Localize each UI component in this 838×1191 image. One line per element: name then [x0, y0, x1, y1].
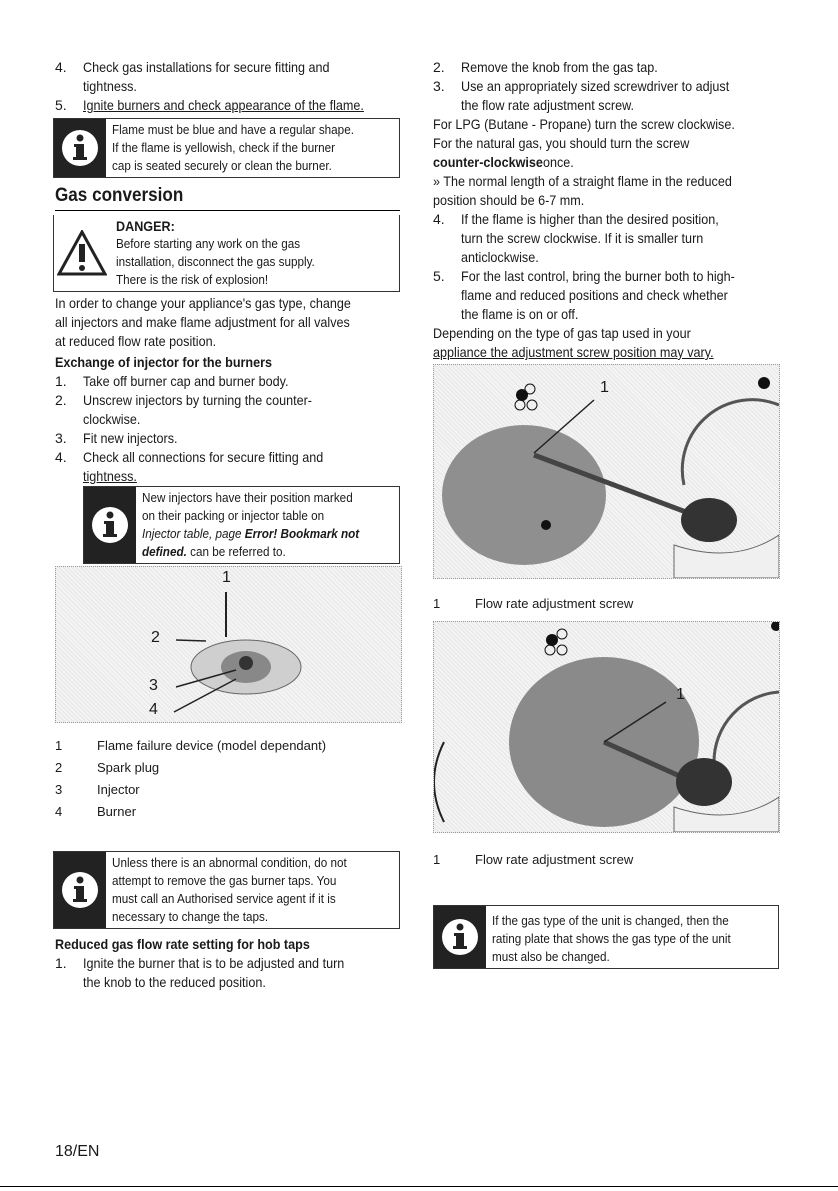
- subheading-reduced: Reduced gas flow rate setting for hob taps: [55, 936, 310, 952]
- info3-line: Unless there is an abnormal condition, do not: [112, 855, 347, 870]
- info-box-taps: [53, 851, 400, 929]
- info4-line: If the gas type of the unit is changed, then the: [492, 913, 729, 928]
- subheading-injector: Exchange of injector for the burners: [55, 354, 273, 370]
- right-column: [433, 58, 781, 969]
- danger-line: Before starting any work on the gas: [116, 236, 301, 251]
- list-item: 3. Use an appropriately sized screwdriver to adjust the flow rate adjustment screw.: [433, 78, 730, 113]
- info-icon: [434, 906, 486, 968]
- info-icon: [84, 487, 136, 563]
- info4-line: must also be changed.: [492, 949, 610, 964]
- info-box-flame: [53, 118, 400, 178]
- step-4-check-gas: 4. Check gas installations for secure fitting and tightness.: [55, 59, 330, 94]
- figure-label: 4: [149, 701, 158, 718]
- list-item: 2. Remove the knob from the gas tap.: [433, 59, 658, 75]
- list-item: 1. Take off burner cap and burner body.: [55, 373, 289, 389]
- list-item: 4. If the flame is higher than the desired position, turn the screw clockwise. If it is smaller turn anticlockwise.: [433, 211, 719, 265]
- info1-line: Flame must be blue and have a regular shape.: [112, 122, 354, 137]
- bottom-rule: [0, 1186, 838, 1187]
- warning-triangle-icon: [54, 215, 110, 291]
- info4-line: rating plate that shows the gas type of the unit: [492, 931, 731, 946]
- figure-label: 3: [149, 677, 158, 694]
- info-icon: [54, 119, 106, 177]
- info2-line: New injectors have their position marked: [142, 490, 353, 505]
- list-item: 1. Ignite the burner that is to be adjusted and turn the knob to the reduced position.: [55, 955, 345, 990]
- legend-item: 1 Flame failure device (model dependant): [55, 738, 327, 753]
- page-number: 18/EN: [55, 1143, 100, 1160]
- figure-label: 1: [676, 686, 685, 703]
- burner-figure: [55, 566, 402, 723]
- info3-line: necessary to change the taps.: [112, 909, 269, 924]
- info-icon: [54, 852, 106, 928]
- left-column: [55, 58, 400, 992]
- figure-legend: [55, 735, 400, 823]
- info1-line: If the flame is yellowish, check if the burner: [112, 140, 336, 155]
- figure-label: 2: [151, 629, 160, 646]
- info2-line: on their packing or injector table on: [142, 508, 325, 523]
- depending-text: appliance the adjustment screw position may vary.: [433, 344, 714, 360]
- figure-caption: 1 Flow rate adjustment screw: [433, 852, 634, 867]
- figure-label: 1: [222, 569, 231, 586]
- info-box-rating-plate: [433, 905, 779, 969]
- intro-line: In order to change your appliance's gas type, change: [55, 295, 351, 311]
- ccw-text: counter-clockwiseonce.: [433, 154, 574, 170]
- figure-caption: 1 Flow rate adjustment screw: [433, 596, 634, 611]
- depending-text: Depending on the type of gas tap used in your: [433, 325, 691, 341]
- intro-line: at reduced flow rate position.: [55, 333, 217, 349]
- list-item: 2. Unscrew injectors by turning the counter- clockwise.: [55, 392, 313, 427]
- danger-line: installation, disconnect the gas supply.: [116, 254, 315, 269]
- list-item: 4. Check all connections for secure fitting and tightness.: [55, 449, 324, 484]
- adjustment-figure-2: [433, 621, 780, 833]
- natural-text: For the natural gas, you should turn the screw: [433, 135, 690, 151]
- normal-text: » The normal length of a straight flame in the reduced: [433, 173, 732, 189]
- legend-item: 3 Injector: [55, 782, 140, 797]
- legend-item: 4 Burner: [55, 804, 137, 819]
- danger-title: DANGER:: [116, 218, 175, 234]
- list-item: 5. For the last control, bring the burner both to high- flame and reduced positions and check whether the flame is on or off.: [433, 268, 735, 322]
- normal-text: position should be 6-7 mm.: [433, 192, 585, 208]
- info-box-injectors: [83, 486, 400, 564]
- info2-line: defined. can be referred to.: [142, 544, 286, 559]
- intro-line: all injectors and make flame adjustment for all valves: [55, 314, 350, 330]
- list-item: 3. Fit new injectors.: [55, 430, 178, 446]
- info3-line: attempt to remove the gas burner taps. You: [112, 873, 337, 888]
- info2-line: Injector table, page Error! Bookmark not: [142, 526, 360, 541]
- section-heading: Gas conversion: [55, 185, 184, 206]
- info3-line: must call an Authorised service agent if it is: [112, 891, 336, 906]
- danger-box: [53, 215, 400, 292]
- lpg-text: For LPG (Butane - Propane) turn the screw clockwise.: [433, 116, 735, 132]
- info1-line: cap is seated securely or clean the burner.: [112, 158, 332, 173]
- adjustment-figure-1: [433, 364, 780, 579]
- step-5-ignite: 5. Ignite burners and check appearance of the flame.: [55, 97, 364, 113]
- legend-item: 2 Spark plug: [55, 760, 160, 775]
- figure-label: 1: [600, 379, 609, 396]
- danger-line: There is the risk of explosion!: [116, 272, 269, 287]
